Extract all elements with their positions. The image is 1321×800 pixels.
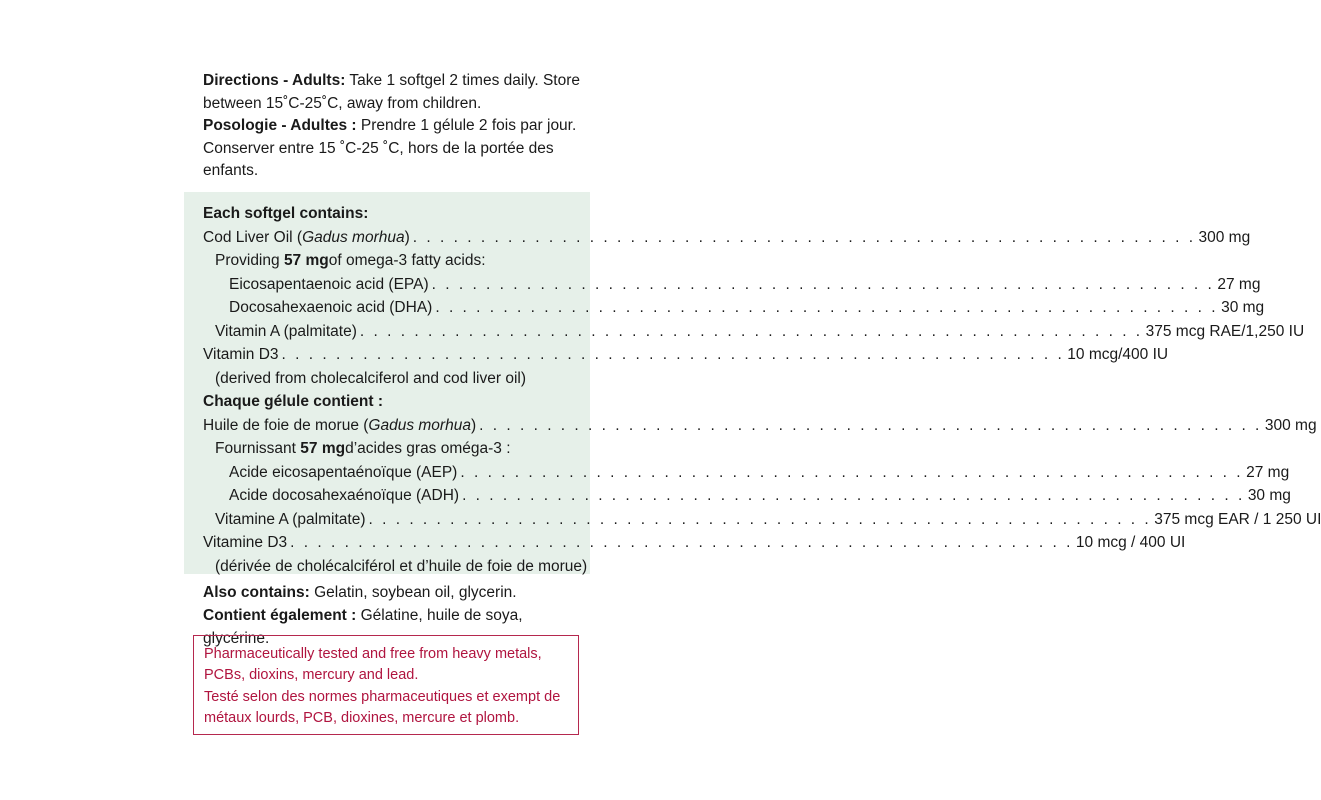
- ingredient-label: [203, 414, 476, 438]
- ingredient-label: Docosahexaenoic acid (DHA): [229, 299, 433, 316]
- directions-en-text: Take 1 softgel 2 times daily. Store between 15˚C-25˚C, away from children.: [203, 72, 581, 112]
- ingredient-label: Vitamine A (palmitate): [215, 510, 366, 528]
- ingredient-vitamine-a: [203, 508, 1321, 532]
- ingredients-en-heading: [203, 202, 575, 226]
- ingredient-label: Vitamin A (palmitate): [215, 322, 357, 340]
- directions-section: [203, 70, 593, 183]
- ingredient-label: Eicosapentaenoic acid (EPA): [229, 275, 429, 293]
- ingredient-label: Vitamin D3: [203, 346, 279, 363]
- leader-dots: . . . . . . . . . . . . . . . . . . . . . . . . . . . . . . . . . . . . . . . . . . . . . . . . . . . . . . . . . .: [290, 534, 1073, 551]
- ingredient-value: 375 mcg EAR / 1 250 UI: [1154, 510, 1321, 528]
- leader-dots: . . . . . . . . . . . . . . . . . . . . . . . . . . . . . . . . . . . . . . . . . . . . . . . . . . . . . . . . . .: [281, 346, 1065, 363]
- ingredient-value: 375 mcg RAE/1,250 IU: [1145, 322, 1305, 340]
- ingredient-vitamine-d3: [203, 531, 1186, 555]
- label-pre: Huile de foie de morue (: [203, 416, 369, 434]
- ingredient-vitamin-a: [203, 320, 1305, 344]
- ingredient-value: 300 mg: [1264, 416, 1317, 434]
- ingredient-epa: [203, 273, 1261, 297]
- directions-fr-heading: Posologie - Adultes :: [203, 117, 357, 134]
- leader-dots: . . . . . . . . . . . . . . . . . . . . . . . . . . . . . . . . . . . . . . . . . . . . . . . . . . . . . . . . . .: [368, 510, 1152, 528]
- fournissant-pre: Fournissant: [215, 440, 296, 457]
- ingredient-value: 10 mcg/400 IU: [1067, 346, 1169, 363]
- leader-dots: . . . . . . . . . . . . . . . . . . . . . . . . . . . . . . . . . . . . . . . . . . . . . . . . . . . . . . . . . .: [412, 228, 1196, 246]
- label-post: ): [404, 228, 410, 246]
- ingredient-value: 27 mg: [1246, 463, 1290, 481]
- ingredient-value: 27 mg: [1217, 275, 1261, 293]
- ingredient-vitamin-d3-note: (derived from cholecalciferol and cod liver oil): [215, 369, 526, 387]
- providing-pre: Providing: [215, 252, 280, 269]
- directions-en-heading: Directions - Adults:: [203, 72, 346, 89]
- leader-dots: . . . . . . . . . . . . . . . . . . . . . . . . . . . . . . . . . . . . . . . . . . . . . . . . . . . . . . . . . .: [431, 275, 1215, 293]
- ingredient-label: Acide eicosapentaénoïque (AEP): [229, 463, 458, 481]
- ingredient-fournissant: [203, 437, 575, 461]
- leader-dots: . . . . . . . . . . . . . . . . . . . . . . . . . . . . . . . . . . . . . . . . . . . . . . . . . . . . . . . . . .: [479, 416, 1262, 434]
- ingredient-value: 300 mg: [1198, 228, 1251, 246]
- purity-french: Testé selon des normes pharmaceutiques et exempt de métaux lourds, PCB, dioxines, mercure et plomb.: [204, 689, 561, 726]
- purity-english: Pharmaceutically tested and free from heavy metals, PCBs, dioxins, mercury and lead.: [204, 646, 542, 683]
- ingredient-adh: [203, 484, 1291, 508]
- ingredient-vitamine-d3-note: (dérivée de cholécalciférol et d’huile de foie de morue): [215, 557, 588, 575]
- ingredient-cod-liver-oil: [203, 226, 1251, 250]
- label-post: ): [470, 416, 477, 434]
- also-contains-english: [203, 581, 593, 604]
- providing-amount: 57 mg: [283, 252, 329, 269]
- latin-name: Gadus morhua: [368, 416, 471, 434]
- heading-text: Each softgel contains:: [203, 205, 369, 222]
- also-fr-text: Gélatine, huile de soya, glycérine.: [203, 607, 523, 647]
- also-en-heading: Also contains:: [203, 584, 310, 601]
- heading-text: Chaque gélule contient :: [203, 393, 383, 410]
- ingredient-label: Vitamine D3: [203, 534, 288, 551]
- fournissant-amount: 57 mg: [300, 440, 346, 457]
- leader-dots: . . . . . . . . . . . . . . . . . . . . . . . . . . . . . . . . . . . . . . . . . . . . . . . . . . . . . . . . . .: [462, 487, 1245, 504]
- leader-dots: . . . . . . . . . . . . . . . . . . . . . . . . . . . . . . . . . . . . . . . . . . . . . . . . . . . . . . . . . .: [460, 463, 1244, 481]
- ingredient-value: 30 mg: [1247, 487, 1291, 504]
- ingredient-huile: [203, 414, 1317, 438]
- leader-dots: . . . . . . . . . . . . . . . . . . . . . . . . . . . . . . . . . . . . . . . . . . . . . . . . . . . . . . . . . .: [359, 322, 1143, 340]
- ingredient-aep: [203, 461, 1290, 485]
- ingredient-label: [203, 226, 410, 250]
- purity-statement-box: [193, 635, 579, 735]
- ingredients-panel: [184, 192, 1321, 575]
- fournissant-post: d’acides gras oméga-3 :: [345, 440, 511, 457]
- ingredient-vitamin-d3: [203, 343, 1169, 367]
- ingredient-value: 30 mg: [1221, 299, 1265, 316]
- ingredient-providing: [203, 249, 575, 273]
- directions-english: [203, 70, 593, 115]
- ingredients-fr-heading: [203, 390, 575, 414]
- ingredient-dha: [203, 296, 1265, 320]
- label-pre: Cod Liver Oil (: [203, 228, 303, 246]
- latin-name: Gadus morhua: [302, 228, 405, 246]
- also-fr-heading: Contient également :: [203, 607, 357, 624]
- ingredient-value: 10 mcg / 400 UI: [1075, 534, 1186, 551]
- also-en-text: Gelatin, soybean oil, glycerin.: [309, 584, 517, 601]
- providing-post: of omega-3 fatty acids:: [328, 252, 486, 269]
- directions-french: [203, 115, 593, 183]
- leader-dots: . . . . . . . . . . . . . . . . . . . . . . . . . . . . . . . . . . . . . . . . . . . . . . . . . . . . . . . . . .: [435, 299, 1219, 316]
- ingredient-label: Acide docosahexaénoïque (ADH): [229, 487, 460, 504]
- directions-fr-text: Prendre 1 gélule 2 fois par jour. Conserver entre 15 ˚C-25 ˚C, hors de la portée des enfants.: [203, 117, 577, 179]
